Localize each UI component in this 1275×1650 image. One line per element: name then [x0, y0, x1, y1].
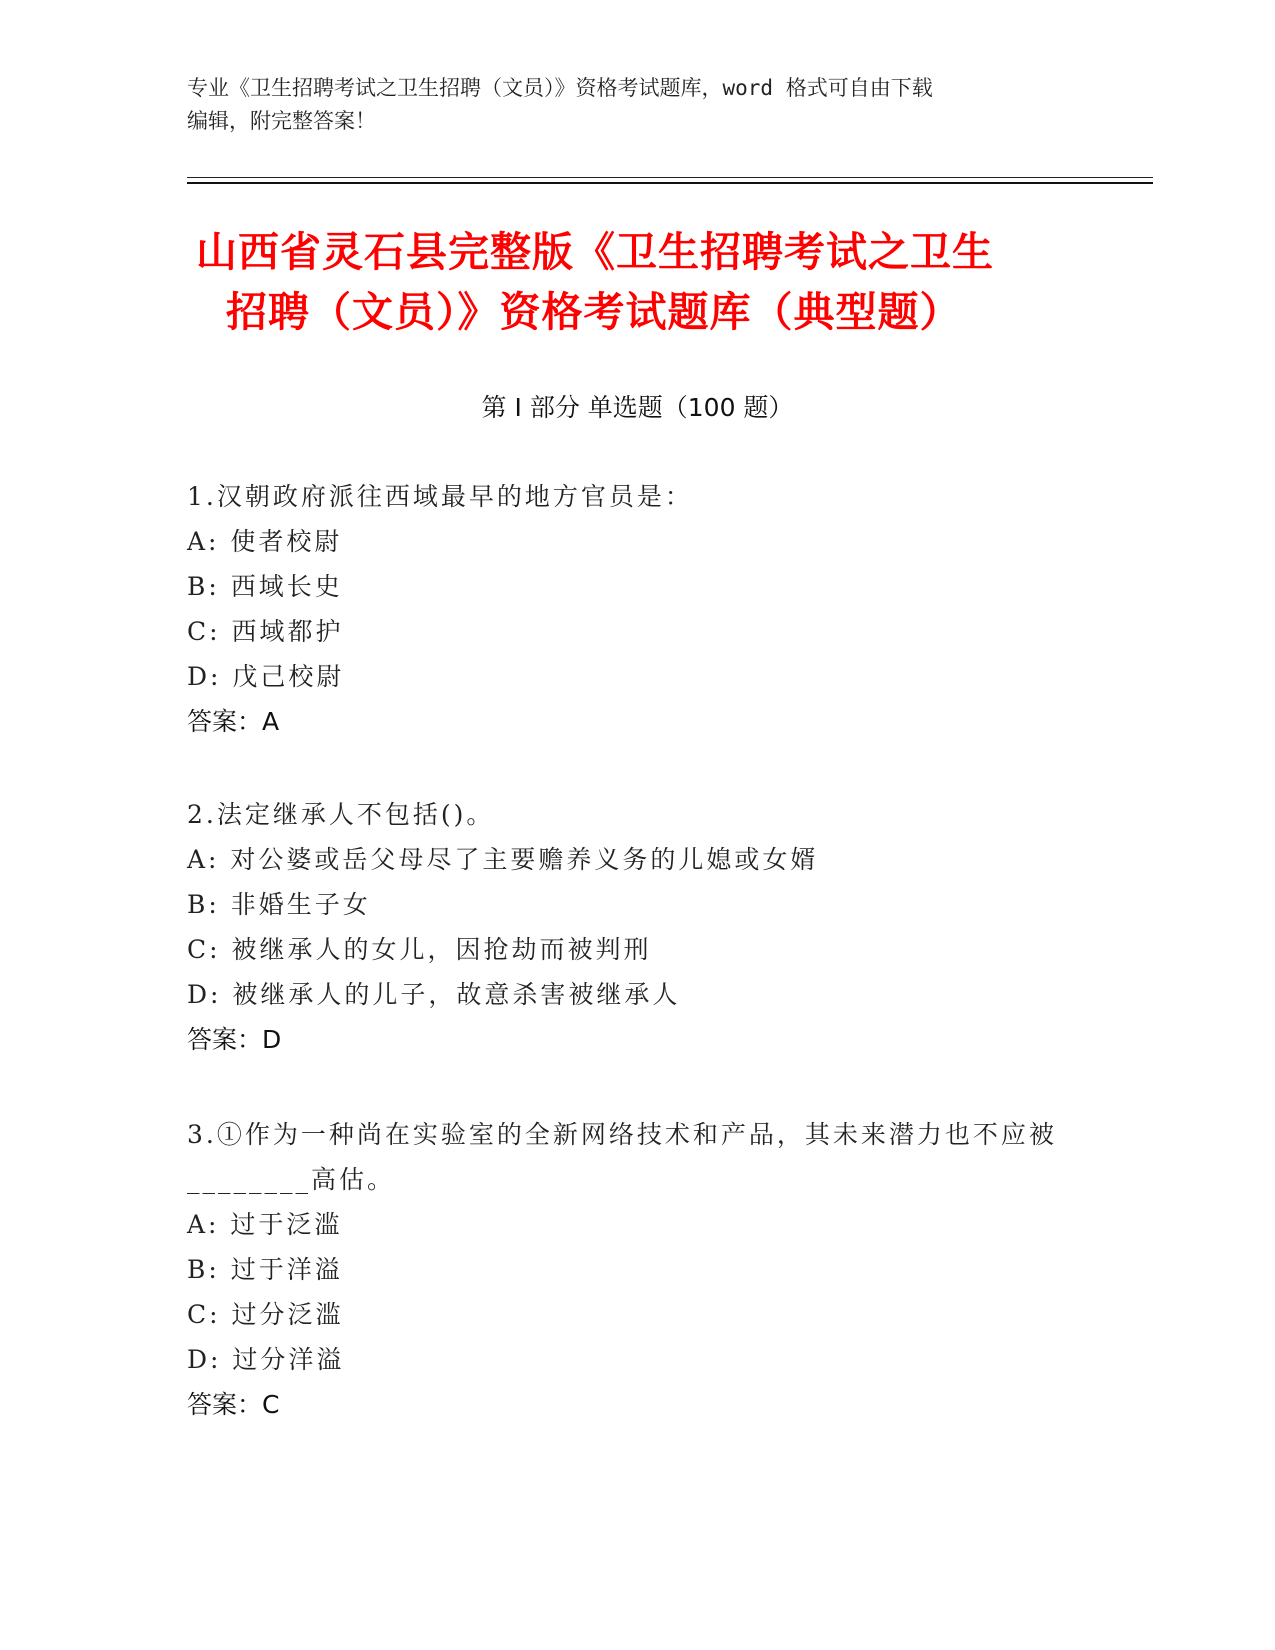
question-item: [187, 792, 1107, 1062]
option-a: A: 过于泛滥: [187, 1210, 343, 1239]
option-d: D: 被继承人的儿子，故意杀害被继承人: [187, 980, 681, 1009]
header-note-line-2: 编辑，附完整答案！: [187, 109, 376, 133]
question-item: [187, 474, 1107, 744]
option-d: D: 戊己校尉: [187, 662, 345, 691]
option-d: D: 过分洋溢: [187, 1345, 345, 1374]
option-b: B: 西域长史: [187, 572, 343, 601]
document-title: [196, 222, 1096, 342]
answer-line: 答案：C: [187, 1390, 280, 1419]
answer-line: 答案：D: [187, 1025, 282, 1054]
option-c: C: 过分泛滥: [187, 1300, 344, 1329]
header-divider-thick: [187, 182, 1153, 184]
option-c: C: 西域都护: [187, 617, 344, 646]
question-stem: 2.法定继承人不包括()。: [187, 800, 495, 829]
question-stem: 3.①作为一种尚在实验室的全新网络技术和产品，其未来潜力也不应被________高估。: [187, 1120, 1057, 1194]
option-a: A: 对公婆或岳父母尽了主要赡养义务的儿媳或女婿: [187, 845, 819, 874]
section-heading: 第 I 部分 单选题（100 题）: [481, 393, 794, 422]
question-stem: 1.汉朝政府派往西域最早的地方官员是：: [187, 482, 693, 511]
question-item: [187, 1112, 1107, 1427]
header-divider-thin: [187, 177, 1153, 178]
header-note-line-1: 专业《卫生招聘考试之卫生招聘（文员）》资格考试题库，word 格式可自由下载: [187, 76, 933, 100]
option-a: A: 使者校尉: [187, 527, 343, 556]
title-line-1: 山西省灵石县完整版《卫生招聘考试之卫生: [196, 228, 994, 276]
option-b: B: 过于洋溢: [187, 1255, 343, 1284]
title-line-2: 招聘（文员）》资格考试题库（典型题）: [226, 288, 962, 336]
option-b: B: 非婚生子女: [187, 890, 371, 919]
answer-line: 答案：A: [187, 707, 280, 736]
option-c: C: 被继承人的女儿，因抢劫而被判刑: [187, 935, 652, 964]
header-note: [187, 72, 1087, 138]
